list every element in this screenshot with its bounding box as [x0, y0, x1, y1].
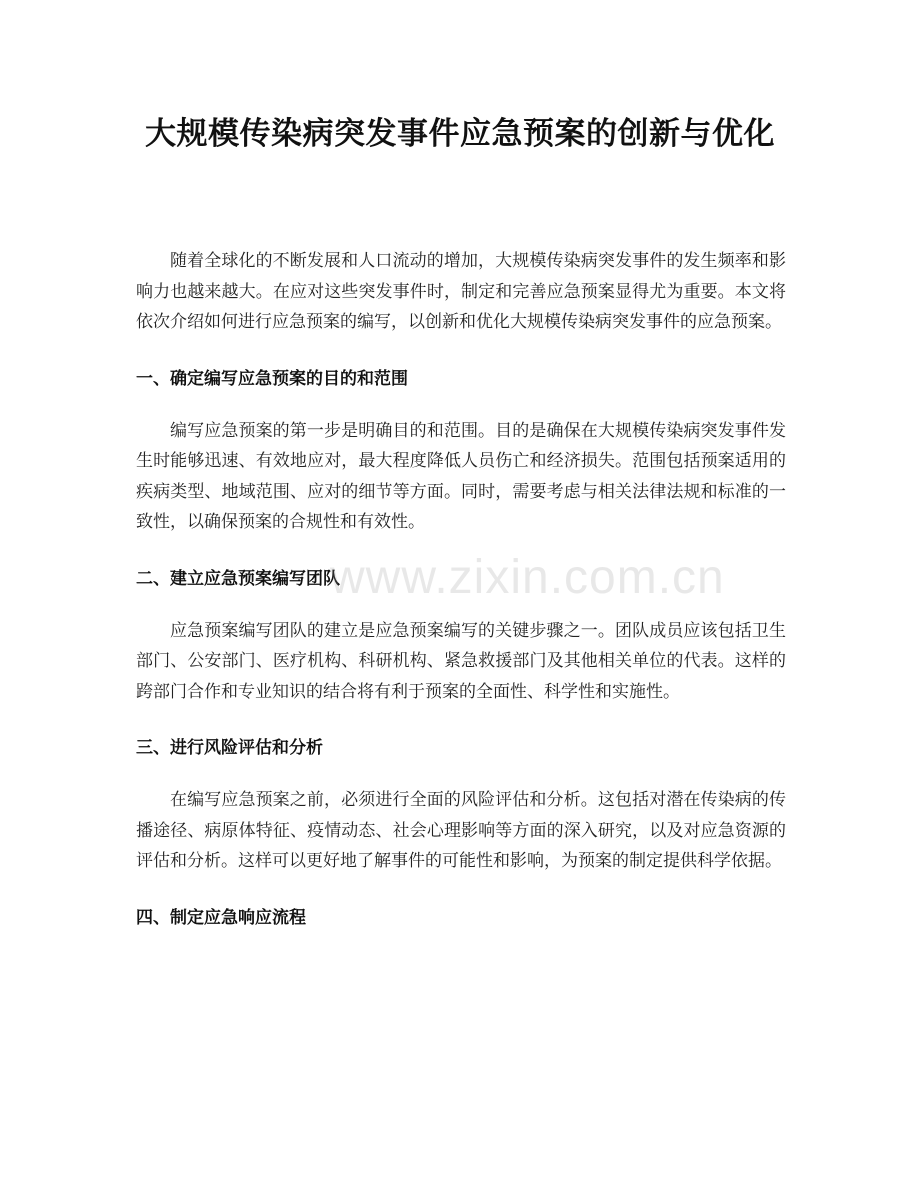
intro-paragraph: 随着全球化的不断发展和人口流动的增加，大规模传染病突发事件的发生频率和影响力也越来越大。在应对这些突发事件时，制定和完善应急预案显得尤为重要。本文将依次介绍如何进行应急预案的编写，以创新和优化大规模传染病突发事件的应急预案。 [136, 251, 786, 332]
section-3-paragraph: 在编写应急预案之前，必须进行全面的风险评估和分析。这包括对潜在传染病的传播途径、病原体特征、疫情动态、社会心理影响等方面的深入研究，以及对应急资源的评估和分析。这样可以更好地了解事件的可能性和影响，为预案的制定提供科学依据。 [136, 790, 786, 871]
section-3-heading: 三、进行风险评估和分析 [136, 738, 323, 758]
document-title: 大规模传染病突发事件应急预案的创新与优化 [145, 116, 775, 152]
section-2-heading: 二、建立应急预案编写团队 [136, 568, 340, 589]
section-1-heading: 一、确定编写应急预案的目的和范围 [136, 368, 408, 389]
section-2-paragraph: 应急预案编写团队的建立是应急预案编写的关键步骤之一。团队成员应该包括卫生部门、公安部门、医疗机构、科研机构、紧急救援部门及其他相关单位的代表。这样的跨部门合作和专业知识的结合将有利于预案的全面性、科学性和实施性。 [136, 620, 786, 702]
section-4-heading: 四、制定应急响应流程 [136, 907, 306, 928]
document-body [136, 246, 786, 933]
watermark: www.zixin.com.cn [330, 551, 725, 604]
section-1-paragraph: 编写应急预案的第一步是明确目的和范围。目的是确保在大规模传染病突发事件发生时能够迅速、有效地应对，最大程度降低人员伤亡和经济损失。范围包括预案适用的疾病类型、地域范围、应对的细节等方面。同时，需要考虑与相关法律法规和标准的一致性，以确保预案的合规性和有效性。 [136, 420, 786, 532]
